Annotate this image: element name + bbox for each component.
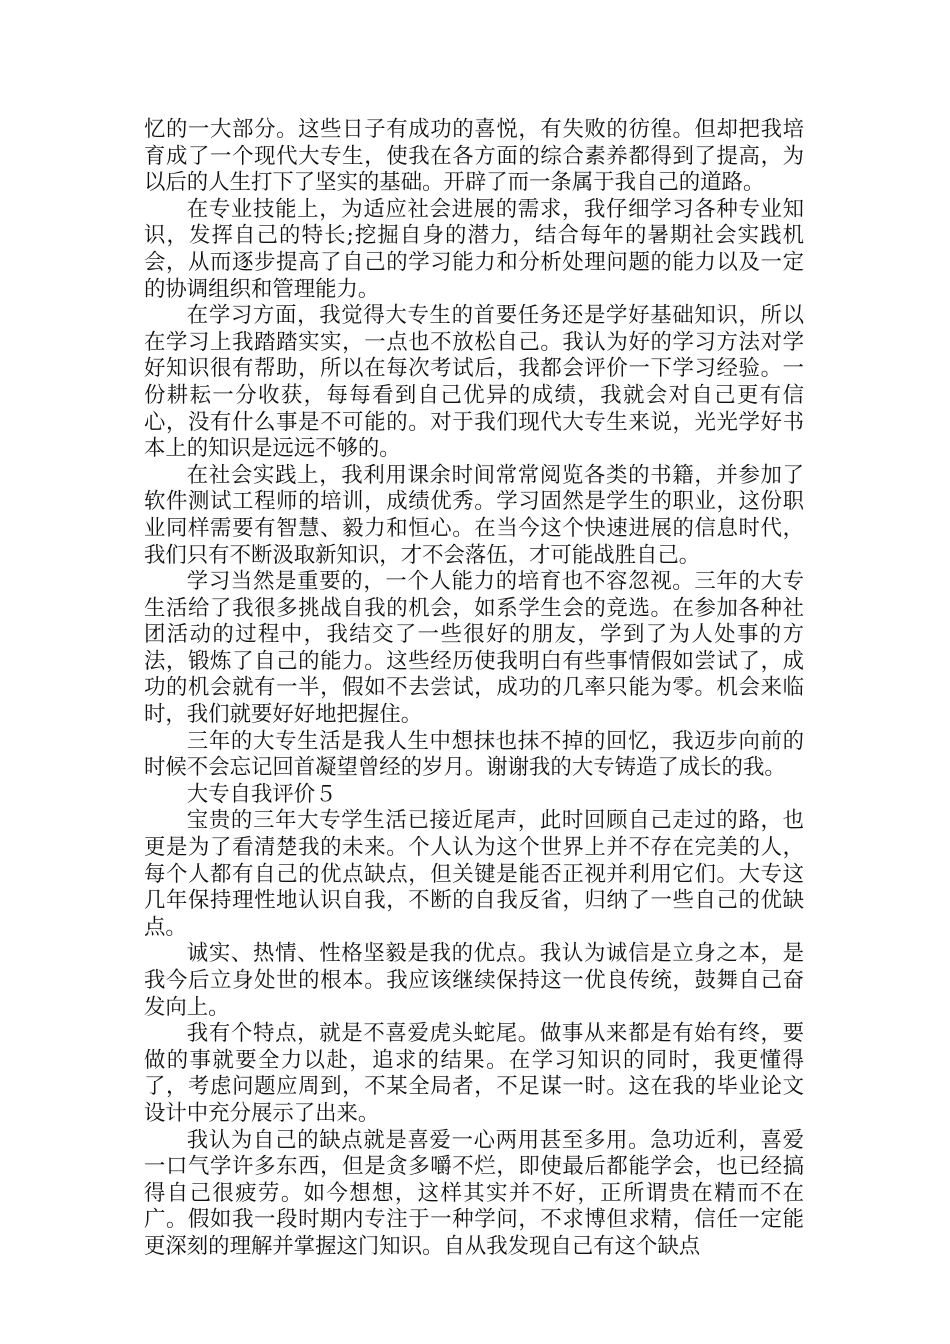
paragraph: 诚实、热情、性格坚毅是我的优点。我认为诚信是立身之本，是我今后立身处世的根本。我应该继续保持这一优良传统，鼓舞自己奋发向上。: [144, 941, 804, 1020]
paragraph: 三年的大专生活是我人生中想抹也抹不掉的回忆，我迈步向前的时候不会忘记回首凝望曾经的岁月。谢谢我的大专铸造了成长的我。: [144, 728, 804, 781]
paragraph: 学习当然是重要的，一个人能力的培育也不容忽视。三年的大专生活给了我很多挑战自我的机会，如系学生会的竞选。在参加各种社团活动的过程中，我结交了一些很好的朋友，学到了为人处事的方法，锻炼了自己的能力。这些经历使我明白有些事情假如尝试了，成功的机会就有一半，假如不去尝试，成功的几率只能为零。机会来临时，我们就要好好地把握住。: [144, 569, 804, 728]
paragraph: 在社会实践上，我利用课余时间常常阅览各类的书籍，并参加了软件测试工程师的培训，成绩优秀。学习固然是学生的职业，这份职业同样需要有智慧、毅力和恒心。在当今这个快速进展的信息时代，我们只有不断汲取新知识，才不会落伍，才可能战胜自己。: [144, 462, 804, 568]
paragraph: 在学习方面，我觉得大专生的首要任务还是学好基础知识，所以在学习上我踏踏实实，一点也不放松自己。我认为好的学习方法对学好知识很有帮助，所以在每次考试后，我都会评价一下学习经验。一份耕耘一分收获，每每看到自己优异的成绩，我就会对自己更有信心，没有什么事是不可能的。对于我们现代大专生来说，光光学好书本上的知识是远远不够的。: [144, 303, 804, 462]
paragraph: 宝贵的三年大专学生活已接近尾声，此时回顾自己走过的路，也更是为了看清楚我的未来。个人认为这个世界上并不存在完美的人，每个人都有自己的优点缺点，但关键是能否正视并利用它们。大专这几年保持理性地认识自我，不断的自我反省，归纳了一些自己的优缺点。: [144, 808, 804, 940]
paragraph: 我有个特点，就是不喜爱虎头蛇尾。做事从来都是有始有终，要做的事就要全力以赴，追求的结果。在学习知识的同时，我更懂得了，考虑问题应周到，不某全局者，不足谋一时。这在我的毕业论文设计中充分展示了出来。: [144, 1021, 804, 1126]
section-heading: 大专自我评价５: [186, 781, 337, 807]
paragraph: 忆的一大部分。这些日子有成功的喜悦，有失败的彷徨。但却把我培育成了一个现代大专生，使我在各方面的综合素养都得到了提高，为以后的人生打下了坚实的基础。开辟了而一条属于我自己的道路。: [144, 117, 804, 196]
paragraph: 我认为自己的缺点就是喜爱一心两用甚至多用。急功近利，喜爱一口气学许多东西，但是贪多嚼不烂，即使最后都能学会，也已经搞得自己很疲劳。如今想想，这样其实并不好，正所谓贵在精而不在广。假如我一段时期内专注于一种学问，不求博但求精，信任一定能更深刻的理解并掌握这门知识。自从我发现自己有这个缺点: [144, 1127, 804, 1259]
paragraph: 在专业技能上，为适应社会进展的需求，我仔细学习各种专业知识，发挥自己的特长;挖掘自身的潜力，结合每年的暑期社会实践机会，从而逐步提高了自己的学习能力和分析处理问题的能力以及一定的协调组织和管理能力。: [144, 196, 804, 302]
document-body: [144, 117, 804, 1261]
